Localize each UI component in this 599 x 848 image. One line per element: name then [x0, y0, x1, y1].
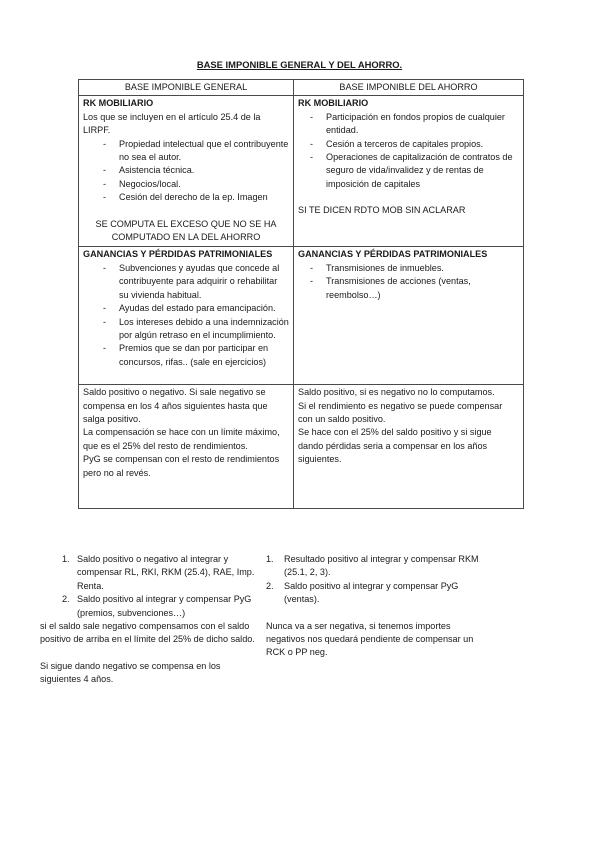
cell-heading: GANANCIAS Y PÉRDIDAS PATRIMONIALES: [298, 249, 488, 260]
numbered-list: [266, 553, 486, 607]
item-text: Resultado positivo al integrar y compensar RKM (25.1, 2, 3).: [284, 554, 479, 578]
list-item: - Operaciones de capitalización de contratos de seguro de vida/invalidez y de rentas de imposición de capitales: [310, 151, 519, 191]
numbered-list: [40, 553, 255, 620]
bullet-list: [298, 262, 519, 302]
table-row-rk-mobiliario: [79, 96, 524, 247]
bullet-list: [298, 111, 519, 191]
cell-ahorro-gpp: [294, 247, 524, 385]
table-row-ganancias: [79, 247, 524, 385]
cell-general-gpp: [79, 247, 294, 385]
item-text: Saldo positivo o negativo al integrar y compensar RL, RKI, RKM (25.4), RAE, Imp. Renta.: [77, 554, 255, 591]
bullet-list: [83, 262, 289, 369]
cell-general-saldo: [79, 385, 294, 509]
cell-ahorro-saldo: [294, 385, 524, 509]
paragraph: Saldo positivo o negativo. Si sale negativo se compensa en los 4 años siguientes hasta que salga positivo.: [83, 387, 268, 424]
table-header-row: [79, 80, 524, 96]
comparison-table: [78, 79, 524, 509]
bottom-right-notes: [266, 553, 486, 660]
paragraph: Nunca va a ser negativa, si tenemos importes negativos nos quedará pendiente de compensar un RCK o PP neg.: [266, 620, 474, 658]
cell-intro: Los que se incluyen en el artículo 25.4 de la LIRPF.: [83, 111, 261, 136]
list-item: - Transmisiones de acciones (ventas, reembolso…): [310, 275, 519, 302]
list-item: [266, 553, 486, 580]
document-title: BASE IMPONIBLE GENERAL Y DEL AHORRO.: [196, 59, 403, 70]
list-item: - Asistencia técnica.: [103, 164, 289, 177]
cell-note: SE COMPUTA EL EXCESO QUE NO SE HA COMPUTADO EN LA DEL AHORRO: [95, 218, 277, 243]
cell-heading: RK MOBILIARIO: [298, 98, 369, 109]
item-number: 2.: [62, 594, 70, 605]
list-item: - Cesión a terceros de capitales propios.: [310, 138, 519, 151]
list-item: - Los intereses debido a una indemnización por algún retraso en el incumplimiento.: [103, 316, 289, 343]
list-item: - Transmisiones de inmuebles.: [310, 262, 519, 275]
header-general: BASE IMPONIBLE GENERAL: [79, 80, 294, 96]
paragraph: Se hace con el 25% del saldo positivo y si sigue dando pérdidas seria a compensar en los años siguientes.: [298, 427, 492, 465]
item-number: 2.: [266, 580, 274, 591]
list-item: [40, 593, 255, 620]
paragraph: La compensación se hace con un límite máximo, que es el 25% del resto de rendimientos.: [83, 427, 280, 451]
list-item: [40, 553, 255, 593]
list-item: - Negocios/local.: [103, 178, 289, 191]
cell-general-rk: [79, 96, 294, 247]
cell-note: SI TE DICEN RDTO MOB SIN ACLARAR: [298, 205, 466, 216]
paragraph: si el saldo sale negativo compensamos con el saldo positivo de arriba en el límite del 25% de dicho saldo.: [40, 621, 255, 645]
list-item: - Cesión del derecho de la ep. Imagen: [103, 191, 289, 204]
list-item: - Subvenciones y ayudas que concede al contribuyente para adquirir o rehabilitar su vivienda habitual.: [103, 262, 289, 302]
paragraph: Si el rendimiento es negativo se puede compensar con un saldo positivo.: [298, 400, 503, 424]
item-text: Saldo positivo al integrar y compensar PyG (ventas).: [284, 580, 459, 605]
paragraph: Saldo positivo, si es negativo no lo computamos.: [298, 387, 495, 398]
list-item: - Ayudas del estado para emancipación.: [103, 302, 289, 315]
paragraph: Si sigue dando negativo se compensa en los siguientes 4 años.: [40, 660, 221, 685]
item-number: 1.: [62, 554, 70, 564]
header-ahorro: BASE IMPONIBLE DEL AHORRO: [294, 80, 524, 96]
list-item: [266, 580, 486, 607]
bottom-left-notes: [40, 553, 255, 687]
item-number: 1.: [266, 554, 274, 564]
bullet-list: [83, 138, 289, 205]
list-item: - Propiedad intelectual que el contribuyente no sea el autor.: [103, 138, 289, 165]
list-item: - Participación en fondos propios de cualquier entidad.: [310, 111, 519, 138]
list-item: - Premios que se dan por participar en concursos, rifas.. (sale en ejercicios): [103, 342, 289, 369]
item-text: Saldo positivo al integrar y compensar PyG (premios, subvenciones…): [77, 594, 252, 618]
cell-ahorro-rk: [294, 96, 524, 247]
cell-heading: GANANCIAS Y PÉRDIDAS PATRIMONIALES: [83, 249, 273, 260]
paragraph: PyG se compensan con el resto de rendimientos pero no al revés.: [83, 454, 280, 478]
table-row-saldo: [79, 385, 524, 509]
cell-heading: RK MOBILIARIO: [83, 98, 154, 109]
